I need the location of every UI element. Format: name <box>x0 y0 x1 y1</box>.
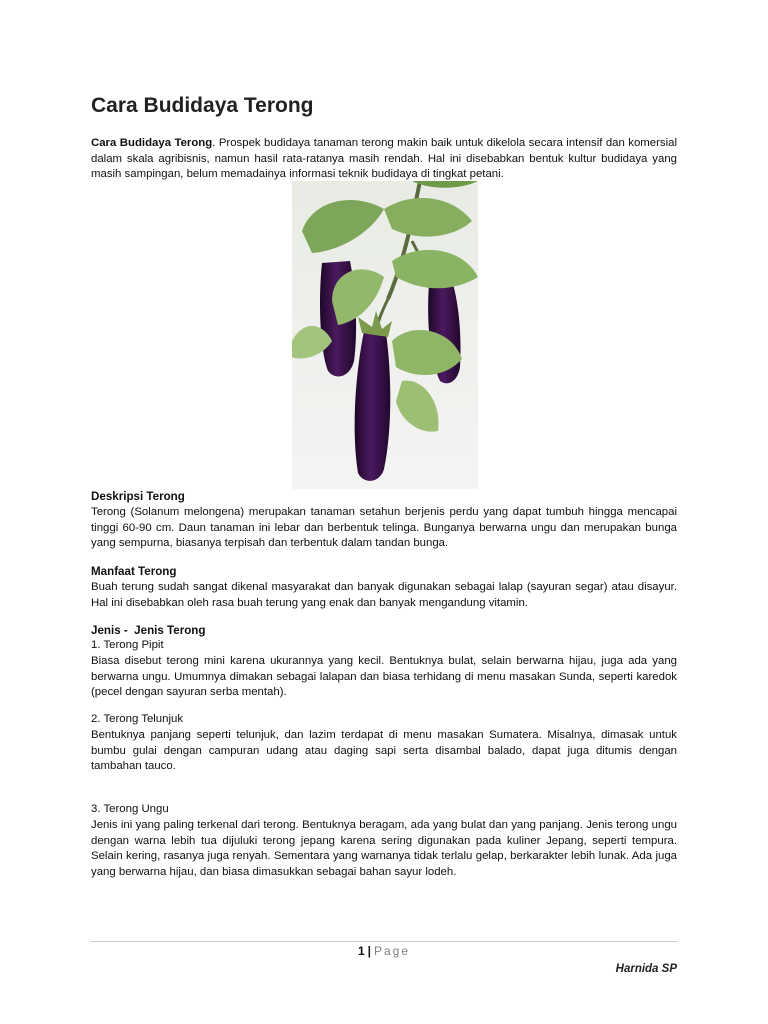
deskripsi-paragraph: Terong (Solanum melongena) merupakan tanaman setahun berjenis perdu yang dapat tumbuh hingga mencapai tinggi 60-90 cm. Daun tanaman ini lebar dan berbentuk telinga. Bunganya berwarna ungu dan merupakan bunga yang sempurna, biasanya terpisah dan terbentuk dalam tandan bunga. <box>91 506 677 550</box>
jenis-item-text: Jenis ini yang paling terkenal dari terong. Bentuknya beragam, ada yang bulat dan yang panjang. Jenis terong ungu dengan warna lebih tua dijuluki terong jepang karena sering digunakan pada kuliner Jepang, seperti tempura. Selain kering, rasanya juga renyah. Sementara yang warnanya tidak terlalu gelap, berkarakter lebih lunak. Ada juga yang berwarna hijau, dan biasa dimasukkan sebagai bahan sayur lodeh. <box>91 819 677 878</box>
eggplant-photo <box>292 181 478 489</box>
footer-divider <box>91 941 677 942</box>
footer-author: Harnida SP <box>615 963 677 975</box>
jenis-item-title: 1. Terong Pipit <box>91 639 164 651</box>
page-number <box>0 944 768 958</box>
intro-lead: Cara Budidaya Terong <box>91 137 213 149</box>
jenis-item-title: 2. Terong Telunjuk <box>91 713 184 725</box>
intro-text: . Prospek budidaya tanaman terong makin baik untuk dikelola secara intensif dan komersial dalam skala agribisnis, namun hasil rata-ratanya masih rendah. Hal ini disebabkan bentuk kultur budidaya yang masih sampingan, belum memadainya informasi teknik budidaya di tingkat petani. <box>91 137 677 181</box>
jenis-item-title: 3. Terong Ungu <box>91 803 169 815</box>
page-number-separator: | <box>367 944 371 958</box>
section-heading-jenis: Jenis - Jenis Terong <box>91 624 206 637</box>
intro-paragraph <box>91 136 677 183</box>
section-heading-manfaat: Manfaat Terong <box>91 565 177 578</box>
jenis-item-text: Bentuknya panjang seperti telunjuk, dan lazim terdapat di menu masakan Sumatera. Misalnya, dimasak untuk bumbu gulai dengan campuran udang atau daging sapi serta disambal balado, dapat juga ditumis dengan tambahan tauco. <box>91 729 677 773</box>
jenis-item-text: Biasa disebut terong mini karena ukurannya yang kecil. Bentuknya bulat, selain berwarna hijau, juga ada yang berwarna ungu. Umumnya dimakan sebagai lalapan dan biasa terhidang di menu masakan Sunda, seperti karedok (pecel dengan sayuran serba mentah). <box>91 655 677 699</box>
manfaat-paragraph: Buah terung sudah sangat dikenal masyarakat dan banyak digunakan sebagai lalap (sayuran segar) atau disayur. Hal ini disebabkan oleh rasa buah terung yang enak dan banyak mengandung vitamin. <box>91 581 677 609</box>
section-heading-deskripsi: Deskripsi Terong <box>91 490 185 503</box>
page-title: Cara Budidaya Terong <box>91 94 314 117</box>
page-number-value: 1 <box>357 944 365 958</box>
page-label: Page <box>374 944 411 958</box>
